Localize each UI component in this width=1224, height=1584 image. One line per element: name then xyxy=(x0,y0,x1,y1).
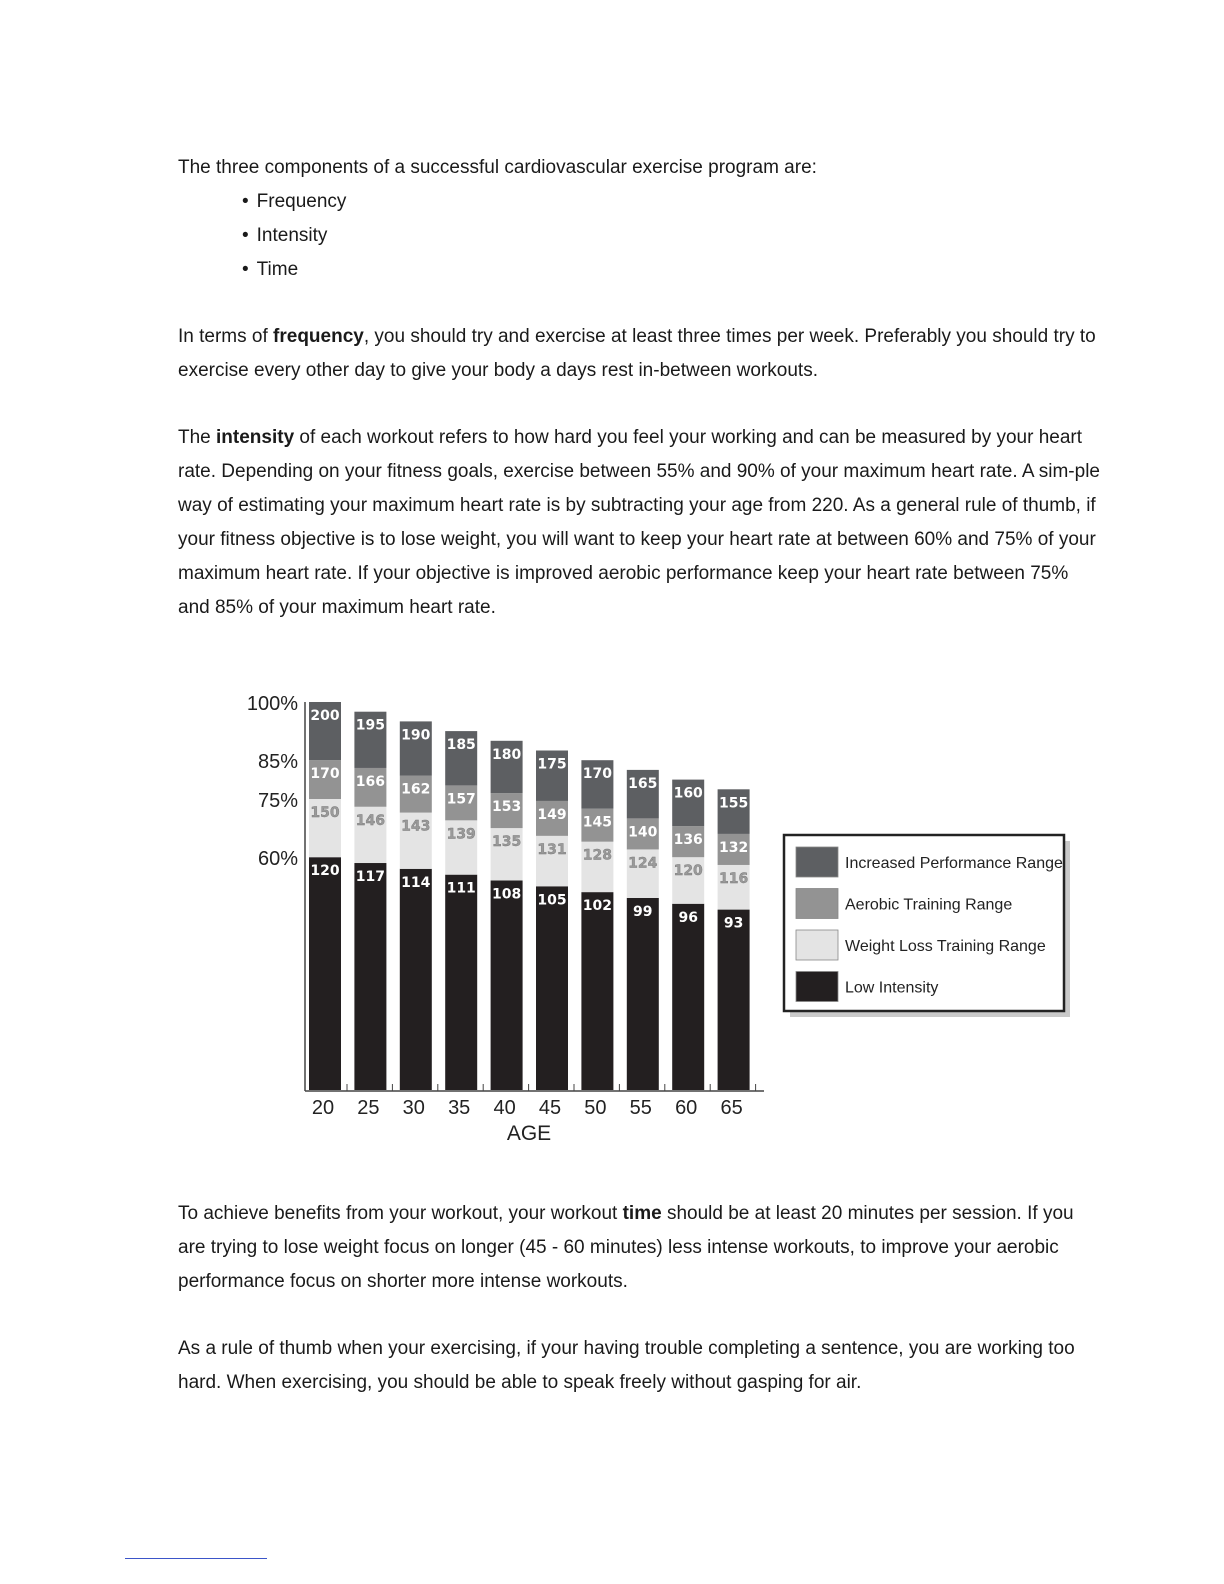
intro-section xyxy=(178,151,1103,287)
bar-segment xyxy=(672,904,704,1090)
data-label: 114 xyxy=(401,874,431,891)
data-label: 120 xyxy=(310,863,340,880)
bar-segment xyxy=(536,886,568,1090)
x-tick-label: 25 xyxy=(357,1097,380,1119)
bar-segment xyxy=(400,869,432,1090)
data-label: 136 xyxy=(673,832,703,849)
x-tick-label: 55 xyxy=(629,1097,652,1119)
data-label: 157 xyxy=(446,791,476,808)
list-item: • Intensity xyxy=(242,219,1103,253)
x-tick-label: 60 xyxy=(675,1097,698,1119)
data-label: 200 xyxy=(310,708,340,724)
data-label: 162 xyxy=(401,781,431,798)
data-label: 117 xyxy=(355,869,386,886)
data-label: 166 xyxy=(355,773,386,790)
data-label: 116 xyxy=(718,870,749,887)
y-tick-label: 100% xyxy=(246,693,298,715)
intro-line: The three components of a successful cardiovascular exercise program are: xyxy=(178,157,817,178)
data-label: 135 xyxy=(491,834,522,851)
data-label: 145 xyxy=(582,814,613,831)
y-tick-label: 60% xyxy=(257,848,298,871)
data-label: 195 xyxy=(355,717,386,734)
y-tick-label: 75% xyxy=(257,790,298,812)
legend-label: Aerobic Training Range xyxy=(845,896,1013,914)
component-list xyxy=(178,185,1103,287)
intensity-bold: intensity xyxy=(216,427,295,448)
data-label: 139 xyxy=(446,826,476,843)
intensity-paragraph xyxy=(178,421,1103,625)
data-label: 160 xyxy=(673,785,703,802)
bar-segment xyxy=(309,857,341,1090)
data-label: 185 xyxy=(446,737,476,754)
data-label: 155 xyxy=(718,795,749,812)
frequency-paragraph xyxy=(178,320,1103,388)
data-label: 143 xyxy=(401,818,431,835)
frequency-bold: frequency xyxy=(273,326,364,347)
bar-segment xyxy=(491,880,523,1090)
x-tick-label: 45 xyxy=(538,1097,562,1119)
data-label: 149 xyxy=(537,806,567,823)
x-tick-label: 35 xyxy=(448,1097,471,1119)
legend-swatch xyxy=(796,889,838,919)
data-label: 150 xyxy=(310,805,340,821)
data-label: 102 xyxy=(582,898,613,915)
data-label: 132 xyxy=(718,839,749,856)
data-label: 170 xyxy=(310,766,340,783)
x-tick-label: 30 xyxy=(402,1097,425,1119)
bar-segment xyxy=(627,898,659,1090)
data-label: 99 xyxy=(633,903,653,920)
frequency-post: , you should try and exercise at least three times per week. Preferably you should try to exercise every other day to give your body a days rest in-between workouts. xyxy=(178,326,1096,381)
bar-segment xyxy=(445,875,477,1090)
data-label: 108 xyxy=(491,886,522,903)
data-label: 93 xyxy=(723,915,744,932)
data-label: 120 xyxy=(673,863,703,880)
intensity-post: of each workout refers to how hard you feel your working and can be measured by your heart rate. Depending on your fitness goals, exercise between 55% and 90% of your maximum heart rate. A sim-ple way of estimating your maximum heart rate is by subtracting your age from 220. As a general rule of thumb, if your fitness objective is to lose weight, you will want to keep your heart rate at between 60% and 75% of your maximum heart rate. If your objective is improved aerobic performance keep your heart rate between 75% and 85% of your maximum heart rate. xyxy=(178,427,1100,618)
bar-segment xyxy=(718,910,750,1090)
legend-label: Weight Loss Training Range xyxy=(845,938,1046,955)
data-label: 175 xyxy=(537,756,567,773)
data-label: 170 xyxy=(582,766,613,783)
data-label: 146 xyxy=(355,812,386,829)
legend-swatch xyxy=(796,972,838,1002)
time-paragraph xyxy=(178,1197,1103,1299)
data-label: 180 xyxy=(491,746,522,763)
data-label: 124 xyxy=(628,855,658,872)
heart-rate-chart-svg xyxy=(230,690,1110,1160)
x-tick-label: 40 xyxy=(493,1097,516,1119)
data-label: 105 xyxy=(537,892,567,909)
legend-swatch xyxy=(796,930,838,960)
list-item: • Frequency xyxy=(242,185,1103,219)
data-label: 190 xyxy=(401,727,431,744)
data-label: 96 xyxy=(678,909,698,926)
bar-segment xyxy=(354,863,386,1090)
data-label: 165 xyxy=(628,775,658,792)
x-axis-label: AGE xyxy=(506,1122,552,1145)
x-tick-label: 50 xyxy=(584,1097,607,1119)
data-label: 131 xyxy=(537,841,567,858)
data-label: 153 xyxy=(491,799,522,816)
rule-of-thumb-paragraph xyxy=(178,1332,1103,1400)
legend-swatch xyxy=(796,847,838,877)
heart-rate-chart xyxy=(230,690,1110,1160)
time-post: should be at least 20 minutes per session. If you are trying to lose weight focus on longer (45 - 60 minutes) less intense workouts, to improve your aerobic performance focus on shorter more intense workouts. xyxy=(178,1203,1074,1292)
data-label: 111 xyxy=(446,880,476,897)
legend-label: Increased Performance Range xyxy=(845,855,1063,872)
x-tick-label: 65 xyxy=(720,1097,743,1119)
list-item: • Time xyxy=(242,253,1103,287)
x-tick-label: 20 xyxy=(311,1097,335,1119)
bar-segment xyxy=(581,892,613,1090)
time-pre: To achieve benefits from your workout, your workout xyxy=(178,1203,623,1224)
data-label: 140 xyxy=(628,824,658,841)
time-bold: time xyxy=(622,1203,662,1224)
frequency-pre: In terms of xyxy=(178,326,274,347)
intensity-pre: The xyxy=(178,427,217,448)
legend-label: Low Intensity xyxy=(845,979,939,997)
rule-of-thumb-text: As a rule of thumb when your exercising, if your having trouble completing a sentence, you are working too hard. When exercising, you should be able to speak freely without gasping for air. xyxy=(178,1338,1075,1393)
y-tick-label: 85% xyxy=(257,751,298,774)
footnote-divider xyxy=(125,1558,267,1559)
data-label: 128 xyxy=(582,847,613,864)
